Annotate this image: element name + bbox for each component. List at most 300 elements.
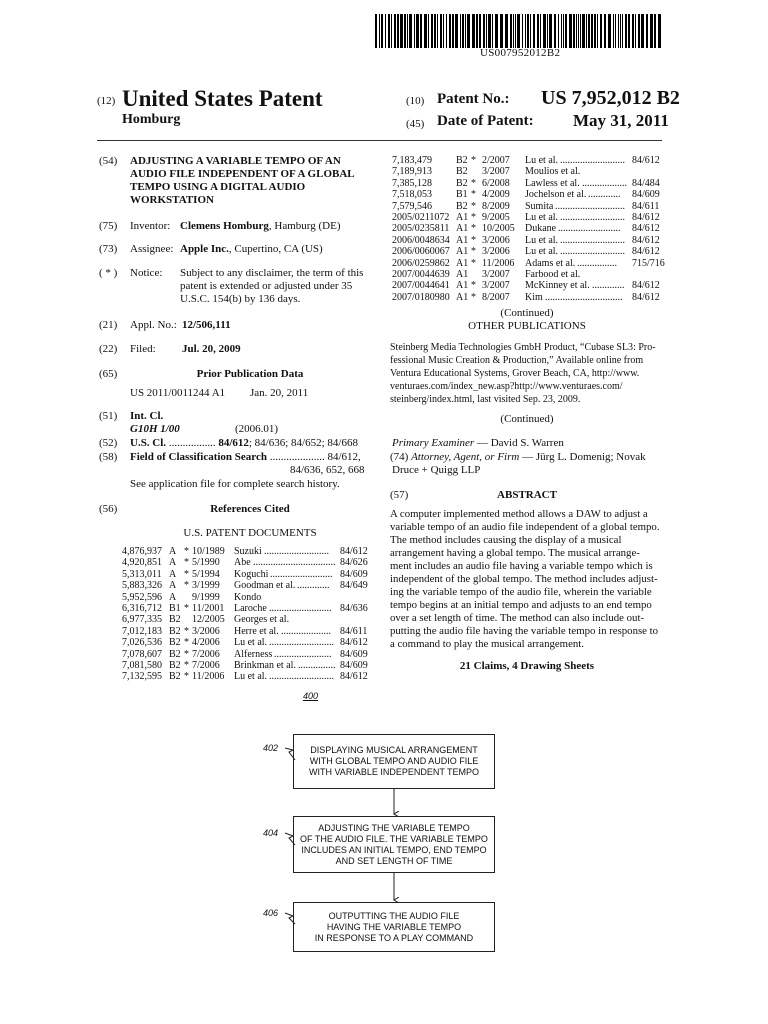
barcode-bar <box>641 14 644 48</box>
abstract-line: ment includes an audio file having a variable tempo which is <box>390 560 653 572</box>
citation-no: 5,952,596 <box>122 591 162 603</box>
barcode-bar <box>472 14 475 48</box>
title-line: ADJUSTING A VARIABLE TEMPO OF AN <box>130 155 341 167</box>
barcode-bar <box>462 14 464 48</box>
us-cl-dots: ................. <box>168 437 216 449</box>
header-rule <box>97 140 662 141</box>
barcode-bar <box>400 14 403 48</box>
citation-kind: B2 <box>456 155 468 166</box>
code-65: (65) <box>99 368 118 380</box>
citation-name: Koguchi <box>234 568 269 580</box>
citation-dots: ............................ <box>555 200 625 212</box>
code-22: (22) <box>99 343 118 355</box>
barcode-bar <box>576 14 577 48</box>
barcode-bar <box>604 14 606 48</box>
examiner-label: Primary Examiner <box>392 437 475 449</box>
citation-date: 7/2006 <box>192 659 220 671</box>
citation-star: * <box>184 659 189 671</box>
citation-date: 10/1989 <box>192 546 225 557</box>
us-cl-rest: ; 84/636; 84/652; 84/668 <box>248 437 358 449</box>
pub-line: steinberg/index.html, last visited Sep. 23, 2009. <box>390 394 581 405</box>
citation-name: Kim <box>525 291 543 303</box>
barcode-bar <box>437 14 438 48</box>
barcode-bar <box>600 14 602 48</box>
barcode-bar <box>452 14 454 48</box>
citation-cls: 84/612 <box>632 246 660 258</box>
citation-row <box>122 568 370 580</box>
citation-row <box>122 557 370 569</box>
barcode-bar <box>650 14 653 48</box>
barcode-bar <box>537 14 539 48</box>
appl-no-value: 12/506,111 <box>182 319 231 331</box>
attorney-sep: — <box>519 451 536 463</box>
citation-cls: 84/612 <box>340 546 368 557</box>
citation-no: 2006/0060067 <box>392 246 450 258</box>
barcode-bar <box>620 14 621 48</box>
citation-name: Lu et al. <box>234 637 268 649</box>
citation-row <box>392 246 662 257</box>
barcode-bar <box>428 14 429 48</box>
citation-no: 2007/0044639 <box>392 268 450 280</box>
step-line: WITH GLOBAL TEMPO AND AUDIO FILE <box>309 756 479 766</box>
step-line: OF THE AUDIO FILE. THE VARIABLE TEMPO <box>300 833 488 844</box>
barcode-bar <box>449 14 451 48</box>
citation-star: * <box>184 602 189 614</box>
citation-name: Jochelson et al. <box>525 189 587 201</box>
citation-cls: 715/716 <box>632 257 665 269</box>
citation-star: * <box>184 648 189 660</box>
citation-kind: A1 <box>456 291 469 303</box>
citation-name: Herre et al. <box>234 625 279 637</box>
barcode-bar <box>608 14 611 48</box>
barcode-bar <box>635 14 636 48</box>
continued-refs: (Continued) <box>500 307 554 319</box>
barcode-bar <box>424 14 427 48</box>
citation-dots: .......................... <box>560 234 625 246</box>
barcode-bar <box>379 14 380 48</box>
citation-date: 3/1999 <box>192 580 220 592</box>
citation-dots: ................................. <box>253 557 336 569</box>
citation-name: Lu et al. <box>234 671 268 683</box>
abstract-line: a command to play the musical arrangement. <box>390 638 584 650</box>
document-number: US007952012B2 <box>480 47 561 59</box>
barcode-bar <box>505 14 508 48</box>
us-cl-row <box>130 437 358 449</box>
us-patents-left <box>122 546 370 683</box>
barcode-bar <box>455 14 458 48</box>
barcode-bar <box>420 14 422 48</box>
citation-cls: 84/612 <box>632 291 660 303</box>
abstract-code: (57) <box>390 489 409 501</box>
barcode-bar <box>515 14 516 48</box>
citation-date: 6/2008 <box>482 177 510 189</box>
field-search-value2: 84/636, 652, 668 <box>290 464 365 476</box>
citation-dots: ............... <box>298 659 336 671</box>
citation-no: 7,026,536 <box>122 637 162 649</box>
citation-name: Georges et al. <box>234 614 290 626</box>
barcode-bar <box>632 14 634 48</box>
barcode-bar <box>615 14 616 48</box>
citation-star: * <box>184 580 189 592</box>
citation-name: Lu et al. <box>525 246 559 258</box>
citation-row <box>122 625 370 637</box>
code-10: (10) <box>406 95 425 107</box>
citation-star: * <box>184 671 189 683</box>
assignee-value <box>180 243 323 255</box>
int-cl-class: G10H 1/00 <box>130 423 180 435</box>
citation-name: Farbood et al. <box>525 268 581 280</box>
citation-no: 2005/0211072 <box>392 211 450 223</box>
barcode-bar <box>407 14 408 48</box>
citation-dots: .......................... <box>269 637 334 649</box>
citation-name: Dukane <box>525 223 557 235</box>
citation-cls: 84/612 <box>340 637 368 649</box>
barcode-bar <box>547 14 548 48</box>
citation-name: Lu et al. <box>525 155 559 166</box>
citation-date: 11/2001 <box>192 602 225 614</box>
citation-date: 3/2007 <box>482 166 510 178</box>
barcode-bar <box>597 14 598 48</box>
abstract-line: The method includes causing the display of a musical <box>390 534 622 546</box>
code-notice: ( * ) <box>99 267 118 279</box>
citation-name: Kondo <box>234 591 262 603</box>
code-56: (56) <box>99 503 118 515</box>
citation-kind: A1 <box>456 211 469 223</box>
barcode-bar <box>613 14 614 48</box>
citation-no: 2006/0048634 <box>392 234 450 246</box>
abstract-heading: ABSTRACT <box>497 489 557 501</box>
citation-no: 7,183,479 <box>392 155 432 166</box>
citation-name: Moulios et al. <box>525 166 581 178</box>
citation-kind: B2 <box>169 648 181 660</box>
inventor-name: Clemens Homburg <box>180 220 269 232</box>
filed-value: Jul. 20, 2009 <box>182 343 241 355</box>
citation-no: 6,977,335 <box>122 614 162 626</box>
citation-name: Lawless et al. <box>525 177 580 189</box>
citation-dots: ....................... <box>274 648 332 660</box>
step-402-ref: 402 <box>263 743 279 753</box>
citation-no: 5,883,326 <box>122 580 162 592</box>
citation-dots: .......................... <box>560 211 625 223</box>
citation-name: Adams et al. <box>525 257 576 269</box>
citation-cls: 84/612 <box>632 211 660 223</box>
barcode-bar <box>486 14 487 48</box>
citation-date: 2/2007 <box>482 155 510 166</box>
attorney-line2: Druce + Quigg LLP <box>392 464 481 476</box>
barcode-bar <box>588 14 590 48</box>
citation-no: 2006/0259862 <box>392 257 450 269</box>
citation-name: Laroche <box>234 602 267 614</box>
search-history-note: See application file for complete search history. <box>130 478 340 490</box>
claims-count: 21 Claims, 4 Drawing Sheets <box>459 660 595 672</box>
examiner-row <box>392 437 564 449</box>
step-406-ref: 406 <box>263 908 279 918</box>
step-line: INCLUDES AN INITIAL TEMPO, END TEMPO <box>301 844 487 855</box>
citation-kind: A <box>169 557 177 569</box>
pub-line: venturaes.com/index_new.asp?http://www.venturaes.com/ <box>390 381 623 392</box>
field-search-value1: 84/612, <box>327 451 361 463</box>
citation-dots: ......................... <box>558 223 621 235</box>
citation-row <box>392 201 662 212</box>
barcode-bar <box>622 14 623 48</box>
barcode-bar <box>404 14 406 48</box>
barcode-bar <box>591 14 593 48</box>
citation-cls: 84/611 <box>632 200 660 212</box>
citation-name: Goodman et al. <box>234 580 296 592</box>
citation-dots: .......................... <box>560 246 625 258</box>
citation-dots: .......................... <box>269 671 334 683</box>
patent-no-label: Patent No.: <box>437 91 510 107</box>
citation-row <box>392 292 662 303</box>
barcode-bar <box>549 14 552 48</box>
examiner-name: David S. Warren <box>490 437 564 449</box>
citation-row <box>122 580 370 592</box>
citation-dots: .......................... <box>560 155 625 166</box>
citation-kind: A <box>169 546 177 557</box>
barcode-bar <box>460 14 461 48</box>
citation-dots: ................ <box>577 257 617 269</box>
citation-cls: 84/612 <box>632 234 660 246</box>
citation-star: * <box>471 234 476 246</box>
citation-row <box>392 166 662 177</box>
code-12: (12) <box>97 95 116 107</box>
barcode-bar <box>530 14 531 48</box>
code-54: (54) <box>99 155 118 167</box>
citation-cls: 84/609 <box>340 568 368 580</box>
abstract-line: over a set length of time. The method can also include out- <box>390 612 645 624</box>
attorney-label: Attorney, Agent, or Firm <box>411 451 520 463</box>
barcode-bar <box>388 14 390 48</box>
date-label: Date of Patent: <box>437 113 534 129</box>
invention-title <box>130 155 360 207</box>
pub-line: fessional Music Creation & Production,” Available online from <box>390 355 644 366</box>
barcode-bar <box>561 14 562 48</box>
barcode-bar <box>580 14 581 48</box>
citation-no: 7,132,595 <box>122 671 162 683</box>
citation-date: 11/2006 <box>192 671 225 683</box>
citation-kind: B1 <box>456 189 468 201</box>
barcode-bar <box>431 14 433 48</box>
citation-date: 5/1994 <box>192 568 220 580</box>
abstract-line: arrangement having a global tempo. The musical arrange- <box>390 547 640 559</box>
citation-no: 5,313,011 <box>122 568 162 580</box>
abstract-text <box>390 508 662 651</box>
step-line: ADJUSTING THE VARIABLE TEMPO <box>318 822 470 833</box>
citation-name: Lu et al. <box>525 234 559 246</box>
figure-ref: 400 <box>303 691 319 701</box>
references-heading: References Cited <box>210 503 290 515</box>
citation-no: 7,012,183 <box>122 625 162 637</box>
citation-dots: .................... <box>281 625 331 637</box>
citation-row <box>392 223 662 234</box>
barcode-bar <box>488 14 491 48</box>
step-line: WITH VARIABLE INDEPENDENT TEMPO <box>308 767 480 777</box>
citation-kind: A1 <box>456 223 469 235</box>
barcode-bar <box>409 14 412 48</box>
citation-star: * <box>471 211 476 223</box>
abstract-line: variable tempo of an audio file independent of a global tempo. <box>390 521 660 533</box>
abstract-line: tempo begins at an initial tempo and adjusts to an end tempo <box>390 599 652 611</box>
barcode-bar <box>381 14 383 48</box>
citation-star: * <box>471 257 476 269</box>
code-58: (58) <box>99 451 118 463</box>
barcode-bar <box>517 14 520 48</box>
attorney-line1: Jürg L. Domenig; Novak <box>535 451 646 463</box>
citation-kind: A1 <box>456 268 469 280</box>
citation-cls: 84/609 <box>632 189 660 201</box>
title-line: TEMPO USING A DIGITAL AUDIO <box>130 181 306 193</box>
barcode-bar <box>578 14 579 48</box>
other-pubs-continued: (Continued) <box>500 413 554 425</box>
citation-date: 8/2009 <box>482 200 510 212</box>
barcode-bar <box>522 14 523 48</box>
barcode-bar <box>625 14 627 48</box>
barcode-bar <box>397 14 399 48</box>
abstract-line: ing the variable tempo of the audio file, wherein the variable <box>390 586 652 598</box>
flowchart <box>255 688 515 973</box>
notice-line: U.S.C. 154(b) by 136 days. <box>180 293 301 305</box>
inventor-short: Homburg <box>122 112 181 127</box>
us-patents-right <box>392 155 665 303</box>
citation-kind: B2 <box>456 177 468 189</box>
citation-star: * <box>471 155 476 166</box>
barcode-bar <box>569 14 572 48</box>
citation-row <box>392 257 665 269</box>
appl-no-label: Appl. No.: <box>130 319 177 331</box>
citation-dots: ......................... <box>270 568 333 580</box>
citation-no: 2007/0180980 <box>392 291 450 303</box>
prior-pub-number: US 2011/0011244 A1 <box>130 387 226 399</box>
barcode-bar <box>391 14 392 48</box>
citation-date: 11/2006 <box>482 257 515 269</box>
int-cl-label: Int. Cl. <box>130 410 164 422</box>
citation-cls: 84/612 <box>632 280 660 292</box>
barcode-bar <box>586 14 587 48</box>
citation-row <box>392 178 662 189</box>
citation-no: 4,920,851 <box>122 557 162 569</box>
notice-line: patent is extended or adjusted under 35 <box>180 280 353 292</box>
citation-row <box>392 189 662 200</box>
patent-date: May 31, 2011 <box>573 111 669 130</box>
inventor-label: Inventor: <box>130 220 171 232</box>
barcode-bar <box>513 14 514 48</box>
citation-row <box>392 269 662 280</box>
notice-line: Subject to any disclaimer, the term of this <box>180 267 364 279</box>
assignee-name: Apple Inc. <box>180 243 229 255</box>
field-search-row <box>130 451 361 463</box>
attorney-row <box>390 451 646 463</box>
citation-no: 7,518,053 <box>392 189 432 201</box>
citation-row <box>122 614 370 626</box>
citation-dots: .................. <box>582 177 627 189</box>
assignee-location: , Cupertino, CA (US) <box>228 243 323 255</box>
attorney-code: (74) <box>390 451 409 463</box>
barcode-bar <box>394 14 396 48</box>
citation-row <box>392 155 662 166</box>
barcode-bar <box>495 14 498 48</box>
step-404-ref: 404 <box>263 828 279 838</box>
citation-date: 9/1999 <box>192 591 220 603</box>
pub-line: Steinberg Media Technologies GmbH Product, “Cubase SL3: Pro- <box>390 342 656 353</box>
step-404-box <box>293 816 495 873</box>
barcode-bar <box>492 14 493 48</box>
citation-date: 4/2006 <box>192 637 220 649</box>
abstract-line: independent of the global tempo. The method includes adjust- <box>390 573 658 585</box>
citation-date: 10/2005 <box>482 223 515 235</box>
barcode-bar <box>416 14 419 48</box>
citation-no: 7,078,607 <box>122 648 162 660</box>
citation-row <box>122 671 370 683</box>
citation-cls: 84/484 <box>632 177 660 189</box>
barcode-bar <box>594 14 596 48</box>
citation-date: 3/2006 <box>192 625 220 637</box>
citation-cls: 84/612 <box>632 155 660 166</box>
citation-kind: B2 <box>456 166 468 178</box>
citation-row <box>122 648 370 660</box>
barcode-bar <box>582 14 585 48</box>
citation-row <box>392 280 662 291</box>
citation-dots: ............. <box>297 580 330 592</box>
prior-pub-heading: Prior Publication Data <box>196 368 304 380</box>
barcode-bar <box>375 14 377 48</box>
citation-row <box>122 602 370 614</box>
patent-title-heading: United States Patent <box>122 86 323 111</box>
notice-label: Notice: <box>130 267 163 279</box>
barcode-bar <box>573 14 575 48</box>
us-cl-label: U.S. Cl. <box>130 437 167 449</box>
citation-date: 3/2007 <box>482 268 510 280</box>
citation-kind: A1 <box>456 257 469 269</box>
citation-star: * <box>184 568 189 580</box>
citation-kind: A1 <box>456 280 469 292</box>
citation-kind: A1 <box>456 234 469 246</box>
barcode-bar <box>658 14 661 48</box>
step-line: HAVING THE VARIABLE TEMPO <box>326 921 462 932</box>
barcode-bar <box>414 14 415 48</box>
code-73: (73) <box>99 243 118 255</box>
citation-date: 12/2005 <box>192 614 225 626</box>
citation-row <box>392 235 662 246</box>
citation-dots: ......................... <box>269 602 332 614</box>
barcode-bar <box>543 14 546 48</box>
other-pubs-heading: OTHER PUBLICATIONS <box>468 320 586 332</box>
barcode-bar <box>434 14 436 48</box>
inventor-value <box>180 220 341 232</box>
citation-date: 8/2007 <box>482 291 510 303</box>
barcode-bar <box>558 14 559 48</box>
citation-date: 7/2006 <box>192 648 220 660</box>
citation-star: * <box>184 637 189 649</box>
citation-star: * <box>471 200 476 212</box>
code-52: (52) <box>99 437 118 449</box>
citation-kind: B2 <box>169 637 181 649</box>
barcode-bar <box>628 14 630 48</box>
citation-date: 9/2005 <box>482 211 510 223</box>
barcode-bar <box>527 14 529 48</box>
assignee-label: Assignee: <box>130 243 174 255</box>
filed-label: Filed: <box>130 343 156 355</box>
step-406-box <box>293 902 495 952</box>
barcode-bar <box>618 14 619 48</box>
citation-star: * <box>471 291 476 303</box>
citation-kind: B2 <box>169 671 181 683</box>
citation-cls: 84/611 <box>340 625 368 637</box>
barcode-bar <box>510 14 512 48</box>
code-21: (21) <box>99 319 118 331</box>
citation-kind: A <box>169 568 177 580</box>
citation-no: 4,876,937 <box>122 546 162 557</box>
citation-kind: B1 <box>169 602 181 614</box>
